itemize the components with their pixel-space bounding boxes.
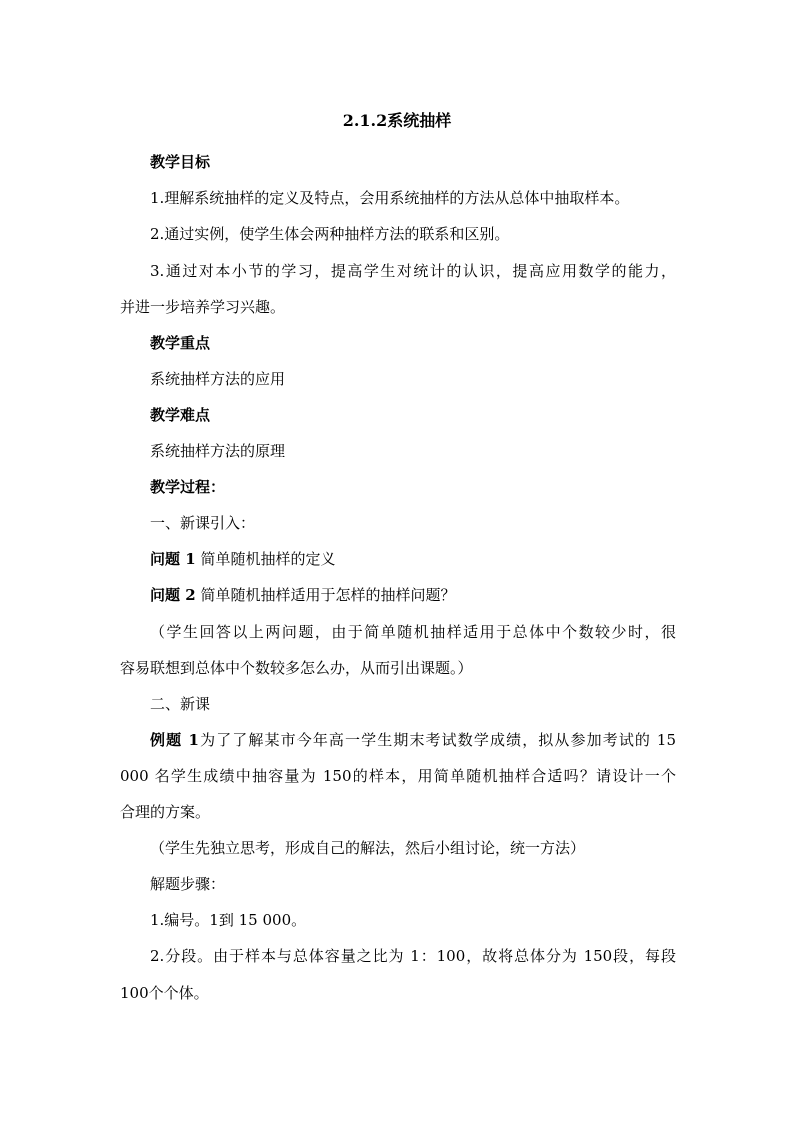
example-1-line-1: [150, 728, 676, 752]
example-1-line-3: 合理的方案。: [120, 803, 211, 821]
section-2-heading: 二、新课: [150, 695, 211, 713]
goal-1: 1.理解系统抽样的定义及特点，会用系统抽样的方法从总体中抽取样本。: [150, 189, 630, 207]
step-1: 1.编号。1到 15 000。: [150, 911, 307, 929]
goal-3-line-2: 并进一步培养学习兴趣。: [120, 298, 286, 316]
difficulty-text: 系统抽样方法的原理: [150, 442, 286, 460]
question-1-text: 简单随机抽样的定义: [200, 550, 336, 568]
section-1-heading: 一、新课引入：: [150, 514, 256, 532]
note-2: （学生先独立思考，形成自己的解法，然后小组讨论，统一方法）: [150, 839, 586, 857]
steps-heading: 解题步骤：: [150, 875, 226, 893]
example-1-text: 为了了解某市今年高一学生期末考试数学成绩，拟从参加考试的 15: [198, 731, 676, 749]
example-1-line-2: 000 名学生成绩中抽容量为 150的样本，用简单随机抽样合适吗？请设计一个: [120, 767, 676, 785]
question-2: [150, 583, 676, 607]
question-1: [150, 547, 676, 571]
goal-2: 2.通过实例，使学生体会两种抽样方法的联系和区别。: [150, 225, 510, 243]
process-heading: 教学过程：: [150, 478, 226, 496]
key-heading: 教学重点: [150, 334, 211, 352]
difficulty-heading: 教学难点: [150, 406, 211, 424]
step-2-line-2: 100个个体。: [120, 984, 209, 1002]
question-2-label: 问题 2: [150, 586, 196, 604]
example-1-label: 例题 1: [150, 731, 199, 749]
question-1-label: 问题 1: [150, 550, 196, 568]
note-1-line-1: （学生回答以上两问题，由于简单随机抽样适用于总体中个数较少时，很: [150, 623, 676, 641]
question-2-text: 简单随机抽样适用于怎样的抽样问题？: [200, 586, 456, 604]
goal-3-line-1: 3.通过对本小节的学习，提高学生对统计的认识，提高应用数学的能力，: [150, 262, 676, 280]
document-title: 2.1.2系统抽样: [342, 111, 452, 130]
goals-heading: 教学目标: [150, 153, 211, 171]
key-text: 系统抽样方法的应用: [150, 370, 286, 388]
note-1-line-2: 容易联想到总体中个数较多怎么办，从而引出课题。）: [120, 659, 473, 677]
step-2-line-1: 2.分段。由于样本与总体容量之比为 1：100，故将总体分为 150段，每段: [150, 947, 676, 965]
